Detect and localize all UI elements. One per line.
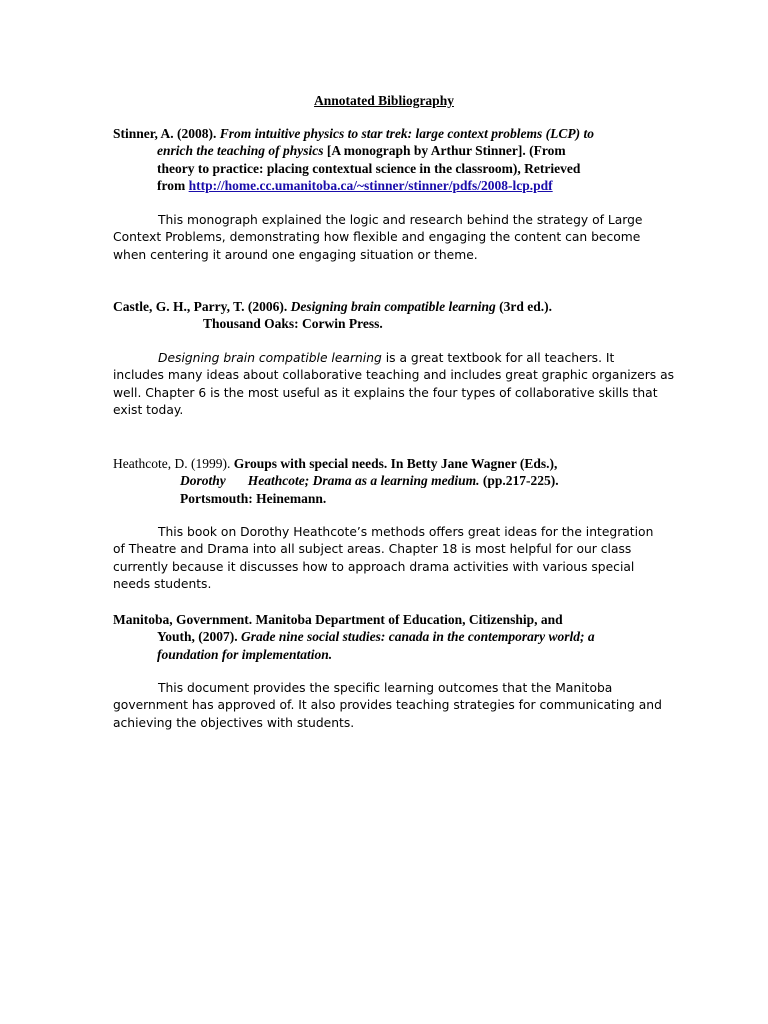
citation-book-title: Dorothy xyxy=(180,473,226,489)
citation-description: [A monograph by Arthur Stinner]. (From xyxy=(323,143,566,159)
annotation-line: government has approved of. It also provides teaching strategies for communicating and xyxy=(113,698,662,713)
annotation-line: currently because it discusses how to approach drama activities with various special xyxy=(113,559,635,574)
citation-authors: Stinner, A. (2008). xyxy=(113,126,220,141)
annotation-line: when centering it around one engaging situation or theme. xyxy=(113,247,478,262)
annotation-stinner xyxy=(113,212,658,264)
annotation-line: needs students. xyxy=(113,577,212,592)
annotation-line: This monograph explained the logic and research behind the strategy of Large xyxy=(158,213,643,227)
citation-source: theory to practice: placing contextual science in the classroom), Retrieved xyxy=(157,160,581,176)
annotation-line: of Theatre and Drama into all subject areas. Chapter 18 is most helpful for our class xyxy=(113,542,632,557)
citation-title-continued: foundation for implementation. xyxy=(157,646,333,662)
annotation-manitoba xyxy=(113,680,662,732)
citation-pages: (pp.217-225). xyxy=(479,473,559,489)
citation-chapter: Groups with special needs. In Betty Jane Wagner (Eds.), xyxy=(233,456,558,471)
annotation-line: This document provides the specific learning outcomes that the Manitoba xyxy=(158,681,613,695)
citation-heathcote xyxy=(113,455,559,507)
citation-publisher: Thousand Oaks: Corwin Press. xyxy=(203,316,383,332)
annotation-line: This book on Dorothy Heathcote’s methods offers great ideas for the integration xyxy=(158,525,654,539)
citation-title-continued: enrich the teaching of physics xyxy=(157,143,324,159)
citation-authors: Heathcote, D. (1999). xyxy=(113,456,234,471)
citation-castle xyxy=(113,298,552,333)
annotation-line: Context Problems, demonstrating how flexible and engaging the content can become xyxy=(113,230,641,245)
citation-title: Designing brain compatible learning xyxy=(290,299,496,314)
citation-book-title-continued: Heathcote; Drama as a learning medium. xyxy=(247,473,480,489)
citation-authors: Castle, G. H., Parry, T. (2006). xyxy=(113,299,291,314)
annotation-text: is a great textbook for all teachers. It xyxy=(381,351,615,365)
citation-title: From intuitive physics to star trek: large context problems (LCP) to xyxy=(219,126,595,141)
annotation-line: achieving the objectives with students. xyxy=(113,715,355,730)
citation-authors: Manitoba, Government. Manitoba Department of Education, Citizenship, and xyxy=(113,612,563,627)
citation-edition: (3rd ed.). xyxy=(495,299,553,314)
page-title: Annotated Bibliography xyxy=(314,93,454,108)
annotation-line: includes many ideas about collaborative teaching and includes great graphic organizers as xyxy=(113,368,675,383)
citation-retrieved-prefix: from xyxy=(157,178,189,194)
annotation-line: well. Chapter 6 is the most useful as it explains the four types of collaborative skills that xyxy=(113,385,658,400)
annotation-heathcote xyxy=(113,524,658,594)
citation-title: Grade nine social studies: canada in the contemporary world; a xyxy=(241,629,595,645)
citation-publisher: Portsmouth: Heinemann. xyxy=(180,490,327,506)
citation-stinner xyxy=(113,125,594,195)
citation-year: Youth, (2007). xyxy=(157,629,242,645)
annotation-castle xyxy=(113,350,675,420)
citation-manitoba xyxy=(113,611,595,663)
citation-url-link[interactable]: http://home.cc.umanitoba.ca/~stinner/stinner/pdfs/2008-lcp.pdf xyxy=(188,178,553,194)
annotation-book-title: Designing brain compatible learning xyxy=(158,351,382,365)
annotation-line: exist today. xyxy=(113,403,184,418)
